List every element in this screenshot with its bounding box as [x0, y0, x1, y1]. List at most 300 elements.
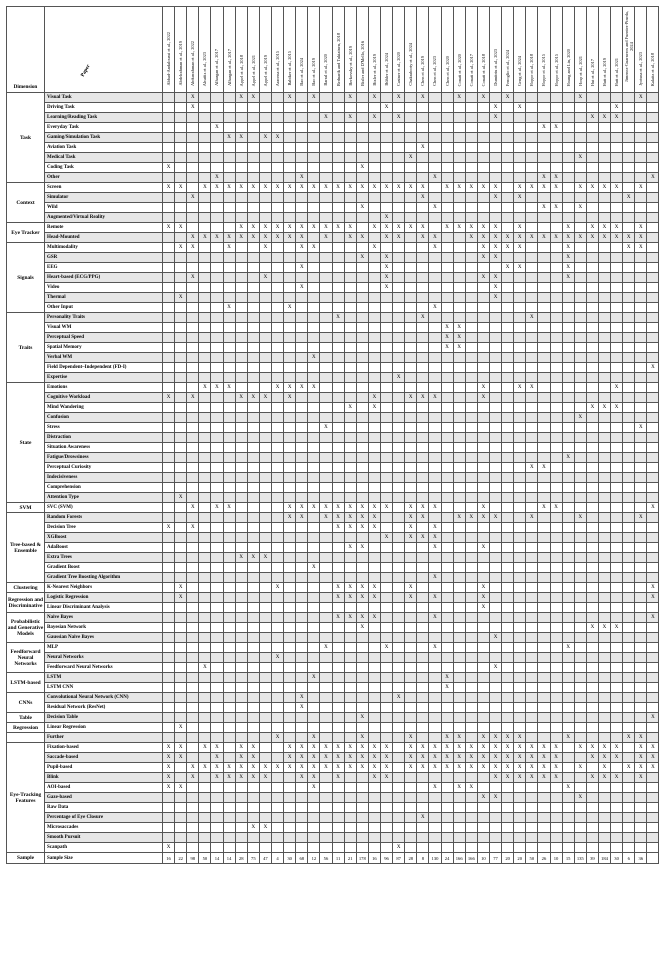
mark-cell: X	[235, 393, 247, 403]
mark-cell	[562, 753, 574, 763]
paper-column-header	[441, 7, 453, 93]
mark-cell: X	[611, 623, 623, 633]
mark-cell	[380, 703, 392, 713]
paper-column-header	[611, 7, 623, 93]
mark-cell: X	[211, 173, 223, 183]
mark-cell	[296, 303, 308, 313]
mark-cell	[332, 633, 344, 643]
mark-cell	[453, 543, 465, 553]
mark-cell	[187, 743, 199, 753]
mark-cell: X	[271, 233, 283, 243]
mark-cell	[574, 463, 586, 473]
paper-name: Kalaitz et al., 2018	[650, 52, 656, 86]
mark-cell	[368, 363, 380, 373]
mark-cell: X	[417, 223, 429, 233]
mark-cell: X	[308, 773, 320, 783]
table-row	[7, 313, 659, 323]
mark-cell	[417, 303, 429, 313]
mark-cell: X	[429, 783, 441, 793]
mark-cell	[514, 643, 526, 653]
mark-cell	[296, 213, 308, 223]
mark-cell	[514, 113, 526, 123]
mark-cell	[284, 773, 296, 783]
mark-cell	[550, 253, 562, 263]
paper-column-header	[574, 7, 586, 93]
mark-cell	[223, 843, 235, 853]
mark-cell	[199, 483, 211, 493]
table-row	[7, 673, 659, 683]
mark-cell	[623, 583, 635, 593]
mark-cell	[187, 213, 199, 223]
mark-cell	[187, 843, 199, 853]
mark-cell	[235, 293, 247, 303]
mark-cell	[538, 153, 550, 163]
mark-cell	[562, 813, 574, 823]
mark-cell	[586, 253, 598, 263]
mark-cell	[502, 323, 514, 333]
mark-cell	[417, 523, 429, 533]
mark-cell	[502, 373, 514, 383]
mark-cell: X	[429, 753, 441, 763]
mark-cell	[368, 543, 380, 553]
mark-cell	[526, 243, 538, 253]
mark-cell	[441, 533, 453, 543]
mark-cell	[356, 803, 368, 813]
mark-cell	[429, 223, 441, 233]
mark-cell	[526, 813, 538, 823]
mark-cell	[465, 613, 477, 623]
mark-cell	[586, 343, 598, 353]
mark-cell	[429, 313, 441, 323]
mark-cell	[163, 143, 175, 153]
mark-cell	[284, 483, 296, 493]
mark-cell: X	[453, 223, 465, 233]
mark-cell	[586, 733, 598, 743]
mark-cell	[332, 843, 344, 853]
mark-cell	[562, 823, 574, 833]
mark-cell	[211, 823, 223, 833]
mark-cell	[308, 613, 320, 623]
mark-cell: X	[405, 763, 417, 773]
mark-cell	[296, 573, 308, 583]
mark-cell	[296, 783, 308, 793]
mark-cell	[271, 203, 283, 213]
paper-name: Barral et al., 2020	[323, 54, 329, 86]
mark-cell: X	[356, 543, 368, 553]
mark-cell	[574, 403, 586, 413]
mark-cell	[380, 623, 392, 633]
mark-cell: X	[296, 753, 308, 763]
mark-cell	[308, 133, 320, 143]
table-row	[7, 273, 659, 283]
mark-cell	[586, 413, 598, 423]
mark-cell	[417, 803, 429, 813]
mark-cell: X	[235, 763, 247, 773]
mark-cell	[259, 663, 271, 673]
mark-cell	[211, 103, 223, 113]
mark-cell	[477, 563, 489, 573]
mark-cell: X	[429, 503, 441, 513]
mark-cell	[562, 363, 574, 373]
table-row	[7, 223, 659, 233]
mark-cell	[187, 673, 199, 683]
mark-cell	[296, 163, 308, 173]
mark-cell	[635, 673, 647, 683]
mark-cell	[623, 533, 635, 543]
mark-cell	[502, 193, 514, 203]
mark-cell	[538, 363, 550, 373]
mark-cell	[344, 653, 356, 663]
mark-cell	[477, 453, 489, 463]
mark-cell: X	[429, 173, 441, 183]
mark-cell: X	[562, 273, 574, 283]
mark-cell	[453, 473, 465, 483]
mark-cell	[465, 553, 477, 563]
mark-cell	[211, 403, 223, 413]
mark-cell	[356, 723, 368, 733]
paper-name: Hoppe et al., 2015	[541, 53, 547, 86]
mark-cell	[344, 213, 356, 223]
mark-cell	[538, 403, 550, 413]
mark-cell	[574, 223, 586, 233]
mark-cell	[344, 313, 356, 323]
mark-cell	[562, 583, 574, 593]
mark-cell	[647, 333, 659, 343]
mark-cell	[550, 383, 562, 393]
mark-cell: X	[163, 743, 175, 753]
mark-cell	[417, 383, 429, 393]
mark-cell	[623, 263, 635, 273]
mark-cell	[223, 93, 235, 103]
mark-cell: X	[635, 233, 647, 243]
mark-cell: X	[489, 273, 501, 283]
mark-cell	[187, 543, 199, 553]
mark-cell	[526, 353, 538, 363]
mark-cell	[477, 103, 489, 113]
mark-cell: X	[187, 773, 199, 783]
mark-cell	[538, 653, 550, 663]
mark-cell: X	[441, 733, 453, 743]
mark-cell: X	[562, 233, 574, 243]
mark-cell	[271, 463, 283, 473]
mark-cell	[441, 643, 453, 653]
mark-cell	[296, 483, 308, 493]
mark-cell: X	[223, 303, 235, 313]
mark-cell	[465, 773, 477, 783]
mark-cell	[284, 443, 296, 453]
mark-cell	[187, 603, 199, 613]
mark-cell	[647, 103, 659, 113]
mark-cell	[538, 733, 550, 743]
mark-cell	[502, 213, 514, 223]
mark-cell	[562, 563, 574, 573]
paper-name: Bao et al., 2024	[299, 58, 305, 86]
mark-cell	[344, 193, 356, 203]
mark-cell	[320, 283, 332, 293]
mark-cell	[477, 553, 489, 563]
mark-cell	[187, 483, 199, 493]
mark-cell	[175, 113, 187, 123]
mark-cell	[296, 523, 308, 533]
mark-cell	[647, 373, 659, 383]
mark-cell: X	[417, 183, 429, 193]
mark-cell	[562, 143, 574, 153]
mark-cell	[332, 303, 344, 313]
mark-cell	[647, 813, 659, 823]
mark-cell	[187, 653, 199, 663]
mark-cell	[211, 93, 223, 103]
mark-cell	[368, 623, 380, 633]
paper-name: Hoang and Lin, 2020	[565, 48, 571, 86]
mark-cell	[635, 713, 647, 723]
mark-cell	[271, 143, 283, 153]
mark-cell	[308, 403, 320, 413]
mark-cell: X	[308, 673, 320, 683]
mark-cell: X	[332, 503, 344, 513]
dimension-cell: Table	[7, 713, 45, 723]
mark-cell	[598, 133, 610, 143]
mark-cell: X	[611, 233, 623, 243]
mark-cell: X	[647, 593, 659, 603]
mark-cell	[284, 523, 296, 533]
mark-cell	[647, 563, 659, 573]
mark-cell	[344, 433, 356, 443]
mark-cell	[611, 203, 623, 213]
mark-cell: X	[368, 523, 380, 533]
mark-cell: X	[380, 283, 392, 293]
mark-cell	[368, 193, 380, 203]
mark-cell: X	[332, 773, 344, 783]
mark-cell	[163, 603, 175, 613]
mark-cell	[259, 843, 271, 853]
table-row	[7, 633, 659, 643]
mark-cell	[393, 303, 405, 313]
mark-cell	[550, 593, 562, 603]
mark-cell	[368, 143, 380, 153]
mark-cell	[623, 293, 635, 303]
mark-cell	[163, 193, 175, 203]
mark-cell	[611, 93, 623, 103]
mark-cell	[405, 683, 417, 693]
mark-cell	[489, 393, 501, 403]
mark-cell	[259, 383, 271, 393]
mark-cell	[514, 423, 526, 433]
mark-cell	[320, 593, 332, 603]
mark-cell: X	[380, 533, 392, 543]
mark-cell: X	[489, 103, 501, 113]
mark-cell	[574, 783, 586, 793]
mark-cell	[271, 323, 283, 333]
mark-cell	[611, 593, 623, 603]
mark-cell	[320, 243, 332, 253]
mark-cell	[393, 513, 405, 523]
mark-cell	[380, 633, 392, 643]
mark-cell	[187, 403, 199, 413]
mark-cell	[332, 213, 344, 223]
mark-cell	[296, 613, 308, 623]
mark-cell	[163, 403, 175, 413]
mark-cell: X	[332, 313, 344, 323]
mark-cell	[247, 323, 259, 333]
mark-cell	[211, 333, 223, 343]
mark-cell	[405, 283, 417, 293]
mark-cell	[477, 263, 489, 273]
mark-cell	[465, 693, 477, 703]
mark-cell	[562, 763, 574, 773]
mark-cell	[598, 393, 610, 403]
mark-cell	[211, 543, 223, 553]
table-row	[7, 813, 659, 823]
mark-cell	[187, 303, 199, 313]
mark-cell: X	[429, 393, 441, 403]
mark-cell	[380, 333, 392, 343]
mark-cell: X	[477, 543, 489, 553]
table-row	[7, 763, 659, 773]
mark-cell	[538, 313, 550, 323]
mark-cell	[586, 93, 598, 103]
mark-cell	[247, 833, 259, 843]
mark-cell	[211, 163, 223, 173]
mark-cell	[320, 403, 332, 413]
mark-cell	[586, 763, 598, 773]
mark-cell	[247, 403, 259, 413]
mark-cell	[296, 463, 308, 473]
mark-cell	[526, 573, 538, 583]
sample-size-cell: 178	[356, 853, 368, 864]
mark-cell	[598, 553, 610, 563]
mark-cell	[574, 173, 586, 183]
mark-cell	[247, 623, 259, 633]
mark-cell	[235, 143, 247, 153]
mark-cell	[368, 563, 380, 573]
mark-cell	[574, 813, 586, 823]
table-row	[7, 793, 659, 803]
mark-cell	[562, 373, 574, 383]
mark-cell	[598, 663, 610, 673]
mark-cell: X	[514, 773, 526, 783]
feature-label: Field Dependent–Independent (FD-I)	[45, 363, 163, 373]
mark-cell	[187, 783, 199, 793]
mark-cell: X	[429, 233, 441, 243]
mark-cell	[235, 693, 247, 703]
mark-cell	[429, 563, 441, 573]
mark-cell	[356, 133, 368, 143]
mark-cell	[296, 663, 308, 673]
mark-cell	[550, 363, 562, 373]
mark-cell	[514, 483, 526, 493]
mark-cell	[259, 193, 271, 203]
mark-cell	[647, 473, 659, 483]
mark-cell: X	[320, 513, 332, 523]
mark-cell	[514, 843, 526, 853]
mark-cell	[538, 213, 550, 223]
mark-cell	[368, 653, 380, 663]
mark-cell	[526, 783, 538, 793]
mark-cell	[368, 463, 380, 473]
mark-cell	[405, 843, 417, 853]
mark-cell	[163, 673, 175, 683]
mark-cell	[441, 523, 453, 533]
mark-cell	[187, 733, 199, 743]
feature-label: Gaze-based	[45, 793, 163, 803]
mark-cell	[538, 353, 550, 363]
mark-cell	[562, 693, 574, 703]
mark-cell	[259, 303, 271, 313]
paper-column-header	[489, 7, 501, 93]
mark-cell	[489, 433, 501, 443]
mark-cell	[465, 593, 477, 603]
mark-cell	[562, 413, 574, 423]
mark-cell	[611, 763, 623, 773]
mark-cell	[586, 353, 598, 363]
mark-cell	[199, 153, 211, 163]
mark-cell	[405, 613, 417, 623]
mark-cell	[562, 103, 574, 113]
mark-cell	[271, 543, 283, 553]
mark-cell	[623, 323, 635, 333]
mark-cell	[489, 353, 501, 363]
mark-cell	[344, 173, 356, 183]
mark-cell	[562, 303, 574, 313]
mark-cell	[635, 583, 647, 593]
sample-size-cell: 26	[538, 853, 550, 864]
mark-cell: X	[417, 503, 429, 513]
mark-cell	[611, 613, 623, 623]
mark-cell	[514, 523, 526, 533]
dimension-cell: Eye Tracker	[7, 223, 45, 243]
mark-cell	[502, 783, 514, 793]
mark-cell	[623, 563, 635, 573]
table-row	[7, 423, 659, 433]
mark-cell	[562, 613, 574, 623]
mark-cell	[344, 143, 356, 153]
mark-cell	[405, 463, 417, 473]
mark-cell	[623, 593, 635, 603]
mark-cell	[308, 423, 320, 433]
mark-cell	[550, 683, 562, 693]
mark-cell	[562, 603, 574, 613]
mark-cell	[586, 583, 598, 593]
mark-cell: X	[332, 223, 344, 233]
mark-cell	[574, 533, 586, 543]
mark-cell	[320, 653, 332, 663]
mark-cell	[296, 603, 308, 613]
mark-cell	[441, 383, 453, 393]
mark-cell	[550, 443, 562, 453]
mark-cell	[320, 803, 332, 813]
mark-cell	[393, 773, 405, 783]
mark-cell	[465, 243, 477, 253]
mark-cell: X	[368, 763, 380, 773]
mark-cell	[429, 153, 441, 163]
mark-cell	[502, 353, 514, 363]
mark-cell	[393, 533, 405, 543]
mark-cell: X	[477, 743, 489, 753]
mark-cell	[223, 403, 235, 413]
mark-cell	[453, 823, 465, 833]
mark-cell: X	[611, 753, 623, 763]
mark-cell	[623, 303, 635, 313]
mark-cell	[489, 413, 501, 423]
mark-cell	[429, 383, 441, 393]
dimension-cell: State	[7, 383, 45, 503]
table-row	[7, 433, 659, 443]
mark-cell	[465, 703, 477, 713]
mark-cell	[393, 473, 405, 483]
mark-cell	[223, 293, 235, 303]
mark-cell	[393, 343, 405, 353]
mark-cell	[550, 463, 562, 473]
